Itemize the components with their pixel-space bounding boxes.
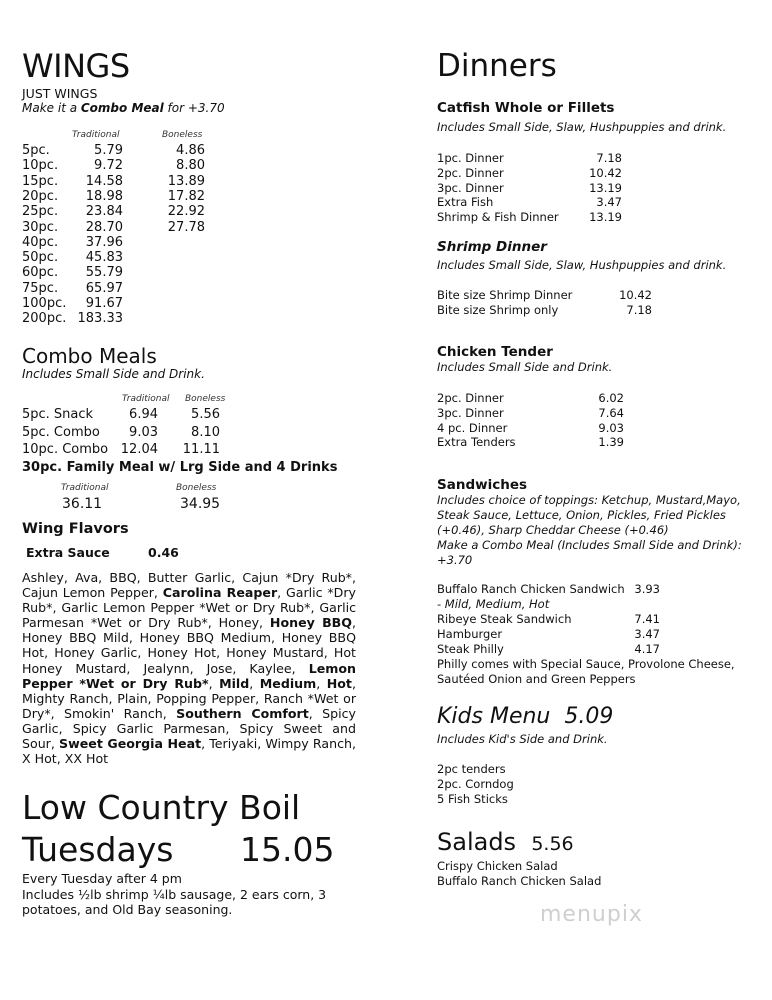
family-meal-title: 30pc. Family Meal w/ Lrg Side and 4 Drinks <box>22 460 338 475</box>
item-price: 10.42 <box>619 288 652 302</box>
salads-title: Salads <box>437 828 517 856</box>
salads-title-row <box>437 827 574 859</box>
item-price: 1.39 <box>598 435 624 450</box>
wings-traditional-price: 18.98 <box>85 188 123 204</box>
item-price: 7.41 <box>634 612 660 626</box>
kids-title-row <box>437 703 613 731</box>
wings-row <box>22 296 222 312</box>
boil-price: 15.05 <box>240 830 335 869</box>
dinners-column <box>437 0 767 1000</box>
menu-item <box>437 390 624 405</box>
catfish-title: Catfish Whole or Fillets <box>437 100 615 116</box>
flavor-text: , Mighty Ranch, Plain, Popping Pepper, Ranch *Wet or Dry*, Smokin' Ranch, <box>22 675 356 721</box>
combo-col-boneless: Boneless <box>185 394 226 404</box>
wings-size: 10pc. <box>22 158 59 174</box>
item-price: 10.42 <box>589 165 622 180</box>
sandwiches-note <box>437 493 749 568</box>
menu-item <box>437 627 767 642</box>
buffalo-options: - Mild, Medium, Hot <box>437 597 550 611</box>
flavor-text: , <box>316 675 327 691</box>
salad-item: Crispy Chicken Salad <box>437 859 558 873</box>
wings-boneless-price: 13.89 <box>167 173 205 189</box>
wing-flavors-title: Wing Flavors <box>22 521 129 537</box>
catfish-note: Includes Small Side, Slaw, Hushpuppies and drink. <box>437 120 727 134</box>
wings-col-boneless: Boneless <box>162 130 203 140</box>
wings-col-traditional: Traditional <box>72 130 120 140</box>
shrimp-title: Shrimp Dinner <box>437 239 547 255</box>
menu-item <box>437 165 622 180</box>
flavor-text: Honey BBQ <box>269 615 352 631</box>
wings-traditional-price: 183.33 <box>77 311 123 327</box>
combo-note-post: for +3.70 <box>163 101 225 115</box>
menu-item <box>437 612 767 627</box>
sandwich-items <box>437 582 767 687</box>
boil-details <box>22 871 372 918</box>
item-price: 9.03 <box>598 420 624 435</box>
combo-note-bold: Combo Meal <box>80 101 164 115</box>
item-name: 2pc. Dinner <box>437 165 504 180</box>
kids-price: 5.09 <box>564 704 614 729</box>
menu-item <box>437 287 652 302</box>
flavor-text: Sweet Georgia Heat <box>59 736 202 752</box>
item-name: Buffalo Ranch Chicken Sandwich <box>437 582 625 596</box>
item-name: Bite size Shrimp only <box>437 302 559 317</box>
wing-flavors-list <box>22 570 356 766</box>
boil-title: Low Country Boil <box>22 788 301 827</box>
combo-boneless-price: 11.11 <box>182 442 220 457</box>
menu-item <box>437 150 622 165</box>
wings-traditional-price: 28.70 <box>85 219 123 235</box>
wings-subtitle: JUST WINGS <box>22 86 98 101</box>
menu-item <box>437 209 622 224</box>
combo-boneless-price: 8.10 <box>191 424 220 440</box>
wings-boneless-price: 8.80 <box>176 158 205 174</box>
wings-traditional-price: 91.67 <box>85 296 123 311</box>
combo-name: 5pc. Snack <box>22 407 94 422</box>
flavor-text: Southern Comfort <box>176 705 309 721</box>
wings-boneless-price: 22.92 <box>167 204 205 220</box>
flavor-text: , <box>249 675 260 691</box>
menu-item <box>437 405 624 420</box>
wings-row <box>22 174 222 190</box>
item-name: 3pc. Dinner <box>437 405 504 420</box>
flavor-text: , Spicy Garlic, Spicy Garlic Parmesan, Spicy Sweet and Sour, <box>22 705 356 752</box>
item-name: Extra Fish <box>437 195 494 210</box>
item-name: Extra Tenders <box>437 435 516 450</box>
item-price: 3.47 <box>596 195 622 210</box>
kids-title: Kids Menu <box>437 704 551 729</box>
wings-title: WINGS <box>22 47 130 85</box>
wings-row <box>22 265 222 281</box>
wings-combo-note <box>22 101 225 116</box>
philly-note: Philly comes with Special Sauce, Provolone Cheese, Sautéed Onion and Green Peppers <box>437 657 735 686</box>
item-price: 7.18 <box>626 302 652 317</box>
salad-items <box>437 859 601 889</box>
item-price: 7.18 <box>596 151 622 165</box>
menu-item <box>437 642 767 657</box>
menupix-watermark: menupix <box>540 902 643 927</box>
wings-traditional-price: 45.83 <box>85 250 123 266</box>
wings-traditional-price: 55.79 <box>85 265 123 281</box>
wings-row <box>22 189 222 205</box>
combo-row <box>22 425 242 441</box>
flavor-text: , Teriyaki, Wimpy Ranch, X Hot, XX Hot <box>22 736 356 767</box>
wings-size: 50pc. <box>22 250 59 266</box>
item-name: Bite size Shrimp Dinner <box>437 288 573 302</box>
shrimp-note: Includes Small Side, Slaw, Hushpuppies and drink. <box>437 258 727 272</box>
family-col-boneless: Boneless <box>176 483 217 493</box>
family-traditional-price: 36.11 <box>62 496 103 512</box>
kids-item: 2pc. Corndog <box>437 777 514 791</box>
wings-size: 200pc. <box>22 311 67 327</box>
combo-note: Includes Small Side and Drink. <box>22 367 205 381</box>
item-name: Shrimp & Fish Dinner <box>437 210 559 225</box>
salads-price: 5.56 <box>531 833 574 855</box>
flavor-text: Ashley, Ava, BBQ, Butter Garlic, Cajun *Dry Rub*, Cajun Lemon Pepper, <box>22 570 356 601</box>
wings-row <box>22 311 222 327</box>
wings-traditional-price: 9.72 <box>94 158 123 174</box>
wings-traditional-price: 23.84 <box>85 204 123 220</box>
kids-item: 2pc tenders <box>437 762 506 776</box>
boil-day: Tuesdays <box>22 830 174 869</box>
extra-sauce-price: 0.46 <box>148 545 179 560</box>
wings-traditional-price: 37.96 <box>85 234 123 250</box>
combo-name: 10pc. Combo <box>22 442 109 457</box>
item-price: 6.02 <box>598 391 624 405</box>
wings-row <box>22 143 222 159</box>
kids-note: Includes Kid's Side and Drink. <box>437 732 608 746</box>
kids-item: 5 Fish Sticks <box>437 792 508 806</box>
menu-item <box>437 194 622 209</box>
item-price: 7.64 <box>598 405 624 420</box>
combo-row <box>22 442 242 458</box>
flavor-text: Lemon Pepper *Wet or Dry Rub* <box>22 660 356 691</box>
family-boneless-price: 34.95 <box>180 496 221 512</box>
flavor-text: , Honey BBQ Mild, Honey BBQ Medium, Honey BBQ Hot, Honey Garlic, Honey Hot, Honey Mustard, Hot Honey Mustard, Jealynn, Jose, Kaylee, <box>22 615 356 676</box>
sandwiches-combo-note: Make a Combo Meal (Includes Small Side and Drink): +3.70 <box>437 538 742 567</box>
wings-boneless-price: 17.82 <box>167 188 205 204</box>
salad-item: Buffalo Ranch Chicken Salad <box>437 874 602 888</box>
menu-item <box>437 180 622 195</box>
tender-note: Includes Small Side and Drink. <box>437 360 613 374</box>
tender-title: Chicken Tender <box>437 344 553 360</box>
extra-sauce-label: Extra Sauce <box>26 545 110 560</box>
item-name: Steak Philly <box>437 642 504 656</box>
combo-boneless-price: 5.56 <box>191 407 220 422</box>
combo-row <box>22 407 242 423</box>
combo-note-pre: Make it a <box>22 101 81 115</box>
wings-row <box>22 158 222 174</box>
wings-size: 20pc. <box>22 188 59 204</box>
wings-size: 5pc. <box>22 143 50 158</box>
item-name: 1pc. Dinner <box>437 151 504 165</box>
flavor-text: Carolina Reaper <box>162 585 278 601</box>
wings-row <box>22 250 222 266</box>
flavor-text: , Garlic *Dry Rub*, Garlic Lemon Pepper *Wet or Dry Rub*, Garlic Parmesan *Wet or Dry Rub*, Honey, <box>22 585 356 631</box>
wings-size: 30pc. <box>22 219 59 235</box>
sandwiches-title: Sandwiches <box>437 477 528 493</box>
wings-row <box>22 220 222 236</box>
combo-price-table <box>22 407 242 463</box>
item-name: 4 pc. Dinner <box>437 420 508 435</box>
sandwiches-toppings: Includes choice of toppings: Ketchup, Mustard,Mayo, Steak Sauce, Lettuce, Onion, Pickles, Fried Pickles (+0.46), Sharp Cheddar Cheese (+0.46) <box>437 493 741 537</box>
wings-row <box>22 204 222 220</box>
wings-traditional-price: 14.58 <box>85 173 123 189</box>
item-price: 3.47 <box>634 627 660 641</box>
flavor-text: Medium <box>259 675 317 691</box>
wings-size: 40pc. <box>22 234 59 250</box>
kids-items <box>437 762 514 807</box>
flavor-text: Mild <box>219 675 250 691</box>
combo-traditional-price: 6.94 <box>129 407 158 422</box>
boil-line-1: Every Tuesday after 4 pm <box>22 871 182 886</box>
family-col-traditional: Traditional <box>61 483 109 493</box>
wings-traditional-price: 65.97 <box>85 280 123 296</box>
wings-size: 25pc. <box>22 204 59 220</box>
wings-size: 60pc. <box>22 265 59 281</box>
item-price: 13.19 <box>589 210 622 225</box>
wings-size: 15pc. <box>22 173 59 189</box>
item-price: 3.93 <box>634 582 660 596</box>
boil-line-2: Includes ½lb shrimp ¼lb sausage, 2 ears corn, 3 potatoes, and Old Bay seasoning. <box>22 886 327 917</box>
combo-traditional-price: 9.03 <box>129 424 158 440</box>
wings-row <box>22 235 222 251</box>
wings-size: 100pc. <box>22 296 67 311</box>
item-name: 3pc. Dinner <box>437 180 504 195</box>
wings-boneless-price: 4.86 <box>176 143 205 158</box>
menu-item <box>437 434 624 449</box>
combo-name: 5pc. Combo <box>22 424 100 440</box>
menu-item <box>437 302 652 317</box>
wings-boneless-price: 27.78 <box>167 219 205 235</box>
wings-traditional-price: 5.79 <box>94 143 123 158</box>
item-name: 2pc. Dinner <box>437 391 504 405</box>
item-price: 4.17 <box>634 642 660 656</box>
item-price: 13.19 <box>589 180 622 195</box>
combo-title: Combo Meals <box>22 344 157 368</box>
menu-item <box>437 582 767 597</box>
menu-item <box>437 420 624 435</box>
combo-traditional-price: 12.04 <box>120 442 158 457</box>
dinners-title: Dinners <box>437 48 557 84</box>
wings-price-table <box>22 143 222 333</box>
item-name: Ribeye Steak Sandwich <box>437 612 572 626</box>
wings-row <box>22 281 222 297</box>
wings-size: 75pc. <box>22 280 59 296</box>
flavor-text: , <box>208 675 220 691</box>
item-name: Hamburger <box>437 627 503 641</box>
flavor-text: Hot <box>326 675 352 691</box>
combo-col-traditional: Traditional <box>122 394 170 404</box>
